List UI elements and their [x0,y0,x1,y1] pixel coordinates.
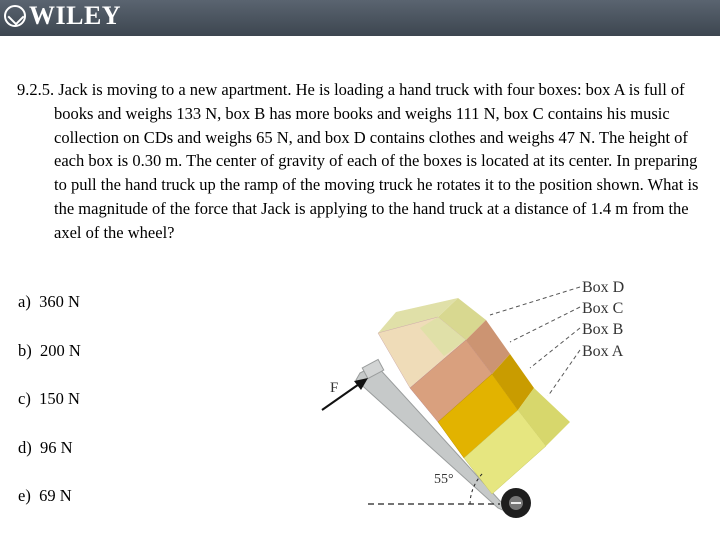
label-angle: 55° [434,472,454,487]
header-bar [0,0,720,36]
problem-text: Jack is moving to a new apartment. He is loading a hand truck with four boxes: box A is full of books and weighs 133 N, box B has more books and weighs 111 N, box C contains his music collection on CDs and weighs 65 N, and box D contains clothes and weighs 47 N. The height of each box is 0.30 m. The center of gravity of each of the boxes is located at its center. In preparing to pull the hand truck up the ramp of the moving truck he rotates it to the position shown. What is the magnitude of the force that Jack is applying to the hand truck at a distance of 1.4 m from the axel of the wheel? [54,80,699,242]
label-box-d: Box D [582,279,625,296]
choice-b[interactable] [18,341,81,365]
choice-text: 200 N [40,340,81,360]
choice-text: 360 N [39,292,80,311]
label-box-b: Box B [582,321,624,338]
leader-line-box-c [510,307,580,342]
choice-letter: e) [18,486,31,505]
choice-text: 150 N [39,389,80,408]
leader-line-box-d [490,287,580,315]
choice-e[interactable] [18,486,81,510]
label-box-c: Box C [582,300,624,317]
choice-c[interactable] [18,389,81,413]
leader-line-box-a [548,350,580,396]
problem-statement [17,78,707,245]
choice-letter: d) [18,437,32,457]
label-box-a: Box A [582,343,624,360]
choice-letter: a) [18,292,31,311]
choice-text: 69 N [39,486,72,505]
answer-choices [18,292,81,535]
choice-a[interactable] [18,292,81,316]
label-force: F [330,380,339,396]
choice-text: 96 N [40,437,73,457]
choice-d[interactable] [18,438,81,462]
leader-line-box-b [530,328,580,368]
force-arrow [322,382,362,410]
wiley-logo [4,2,121,30]
choice-letter: c) [18,389,31,408]
brand-name: WILEY [29,1,122,30]
problem-number: 9.2.5. [17,80,55,99]
choice-letter: b) [18,340,32,360]
hand-truck-figure [320,270,720,540]
wiley-logo-icon [4,5,26,27]
